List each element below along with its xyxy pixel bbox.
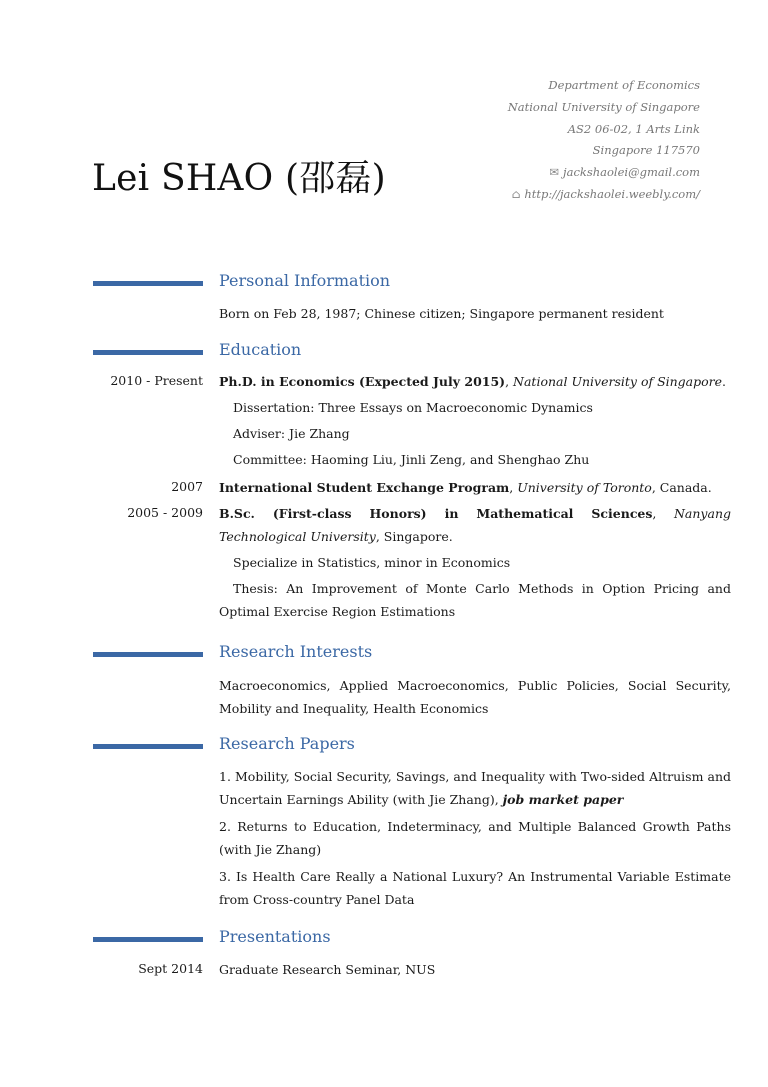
section-rule [93,652,203,657]
contact-address: AS2 06-02, 1 Arts Link [567,121,700,136]
entry-date: 2010 - Present [110,373,203,388]
dissertation: Dissertation: Three Essays on Macroeconomic Dynamics [233,400,593,415]
section-title: Presentations [219,927,331,946]
entry-body [219,502,731,623]
sep: , [652,506,674,521]
degree: Ph.D. in Economics (Expected July 2015) [219,374,506,389]
sep-end: , Canada. [651,480,712,495]
entry-date: 2007 [171,479,203,494]
section-title: Research Papers [219,734,355,753]
section-rule [93,281,203,286]
section-rule [93,350,203,355]
section-title: Personal Information [219,271,391,290]
paper-item: 3. Is Health Care Really a National Luxury? An Instrumental Variable Estimate from Cross-country Panel Data [219,869,731,907]
paper-text: 1. Mobility, Social Security, Savings, and Inequality with Two-sided Altruism and Uncertain Earnings Ability (with Jie Zhang), [219,769,731,807]
envelope-icon: ✉ [549,165,560,180]
program: International Student Exchange Program [219,480,510,495]
section-rule [93,744,203,749]
specialize: Specialize in Statistics, minor in Economics [233,555,511,570]
sep: , [505,374,514,389]
section-papers [0,734,768,758]
sep: , [509,480,518,495]
section-title: Education [219,340,302,359]
entry-headline [219,502,731,548]
contact-website[interactable]: http://jackshaolei.weebly.com/ [524,186,700,201]
entry-body [219,476,731,499]
entry-date: 2005 - 2009 [127,505,203,520]
contact-email-line[interactable] [400,162,700,184]
personal-text: Born on Feb 28, 1987; Chinese citizen; Singapore permanent resident [219,306,664,321]
sep-end: . [722,374,727,389]
contact-block [400,75,700,206]
section-rule [93,937,203,942]
section-interests [0,642,768,666]
home-icon: ⌂ [511,186,521,201]
section-title: Research Interests [219,642,373,661]
institution: University of Toronto [517,480,652,495]
paper-tag: job market paper [502,792,624,807]
committee: Committee: Haoming Liu, Jinli Zeng, and Shenghao Zhu [233,452,590,467]
person-name: Lei SHAO (邵磊) [92,158,386,199]
contact-department: Department of Economics [548,78,700,92]
institution: National University of Singapore [513,374,723,389]
entry-headline [219,476,731,499]
thesis: Thesis: An Improvement of Monte Carlo Methods in Option Pricing and Optimal Exercise Region Estimations [219,581,731,619]
entry-date: Sept 2014 [138,961,203,976]
paper-item: 2. Returns to Education, Indeterminacy, and Multiple Balanced Growth Paths (with Jie Zhang) [219,819,731,857]
presentation-text: Graduate Research Seminar, NUS [219,962,436,977]
contact-email[interactable]: jackshaolei@gmail.com [563,165,700,180]
adviser: Adviser: Jie Zhang [233,426,350,441]
contact-city: Singapore 117570 [592,143,700,158]
section-education [0,340,768,364]
entry-headline [219,370,731,393]
contact-university: National University of Singapore [507,99,700,114]
entry-body [219,370,731,471]
sep-end: , Singapore. [375,529,453,544]
degree: B.Sc. (First-class Honors) in Mathematical Sciences [219,506,653,521]
interests-text: Macroeconomics, Applied Macroeconomics, Public Policies, Social Security, Mobility and Inequality, Health Economics [219,678,731,716]
section-presentations [0,927,768,951]
section-personal [0,271,768,295]
contact-website-line[interactable] [400,184,700,206]
institution: Nanyang Technological University [219,506,731,544]
paper-item [219,765,731,811]
papers-list [219,765,731,911]
